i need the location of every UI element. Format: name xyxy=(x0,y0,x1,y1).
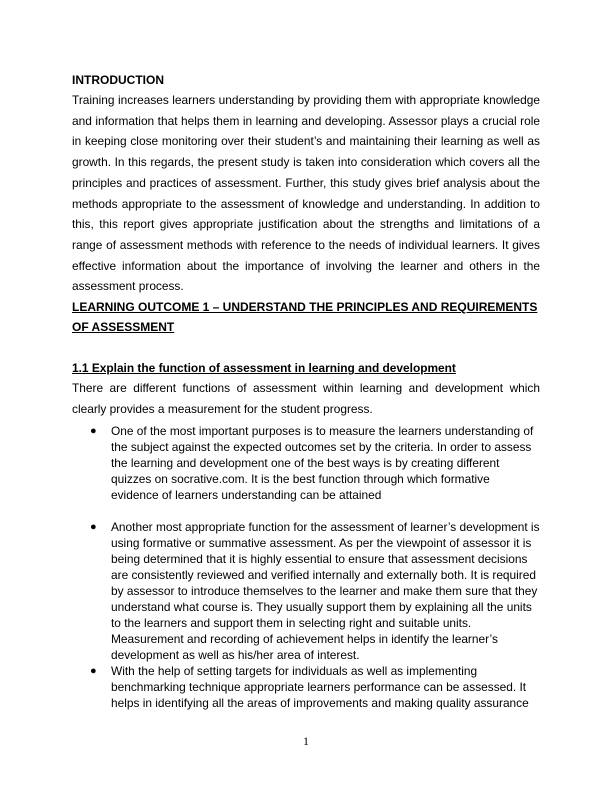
page-number: 1 xyxy=(303,734,309,748)
section-heading: 1.1 Explain the function of assessment in learning and development xyxy=(72,361,456,376)
intro-paragraph: Training increases learners understanding by providing them with appropriate knowledge and information that helps them in learning and developing. Assessor plays a crucial role in keeping close monitoring over their student’s and maintaining their learning as well as growth. In this regards, the present study is taken into consideration which covers all the principles and practices of assessment. Further, this study gives brief analysis about the methods appropriate to the assessment of knowledge and understanding. In addition to this, this report gives appropriate justification about the strengths and limitations of a range of assessment methods with reference to the needs of individual learners. It gives effective information about the importance of involving the learner and others in the assessment process. xyxy=(72,93,540,294)
section-paragraph: There are different functions of assessment within learning and development which clearly provides a measurement for the student progress. xyxy=(72,381,540,416)
bullet-icon: ● xyxy=(90,665,97,678)
bullet-icon: ● xyxy=(90,425,97,438)
spacer xyxy=(72,337,540,358)
intro-heading: INTRODUCTION xyxy=(72,73,164,87)
list-item xyxy=(72,519,540,663)
learning-outcome-heading: LEARNING OUTCOME 1 – UNDERSTAND THE PRINCIPLES AND REQUIREMENTS OF ASSESSMENT xyxy=(72,300,538,335)
document-page xyxy=(72,70,540,711)
list-item xyxy=(72,423,540,503)
bullet-icon: ● xyxy=(90,521,97,534)
list-item-text: Another most appropriate function for the assessment of learner’s development is using formative or summative assessment. As per the viewpoint of assessor it is being determined that it is highly essential to ensure that assessment decisions are consistently reviewed and verified internally and externally both. It is required by assessor to introduce themselves to the learner and make them sure that they understand what course is. They usually support them by explaining all the units to the learners and support them in selecting right and suitable units. Measurement and recording of achievement helps in identify the learner’s development as well as his/her area of interest. xyxy=(111,520,540,663)
list-item-text: With the help of setting targets for individuals as well as implementing benchmarking technique appropriate learners performance can be assessed. It helps in identifying all the areas of improvements and making quality assurance xyxy=(111,664,529,711)
list-item xyxy=(72,663,540,711)
list-item-text: One of the most important purposes is to measure the learners understanding of the subject against the expected outcomes set by the criteria. In order to assess the learning and development one of the best ways is by creating different quizzes on socrative.com. It is the best function through which formative evidence of learners understanding can be attained xyxy=(111,424,534,503)
bullet-list xyxy=(72,423,540,711)
